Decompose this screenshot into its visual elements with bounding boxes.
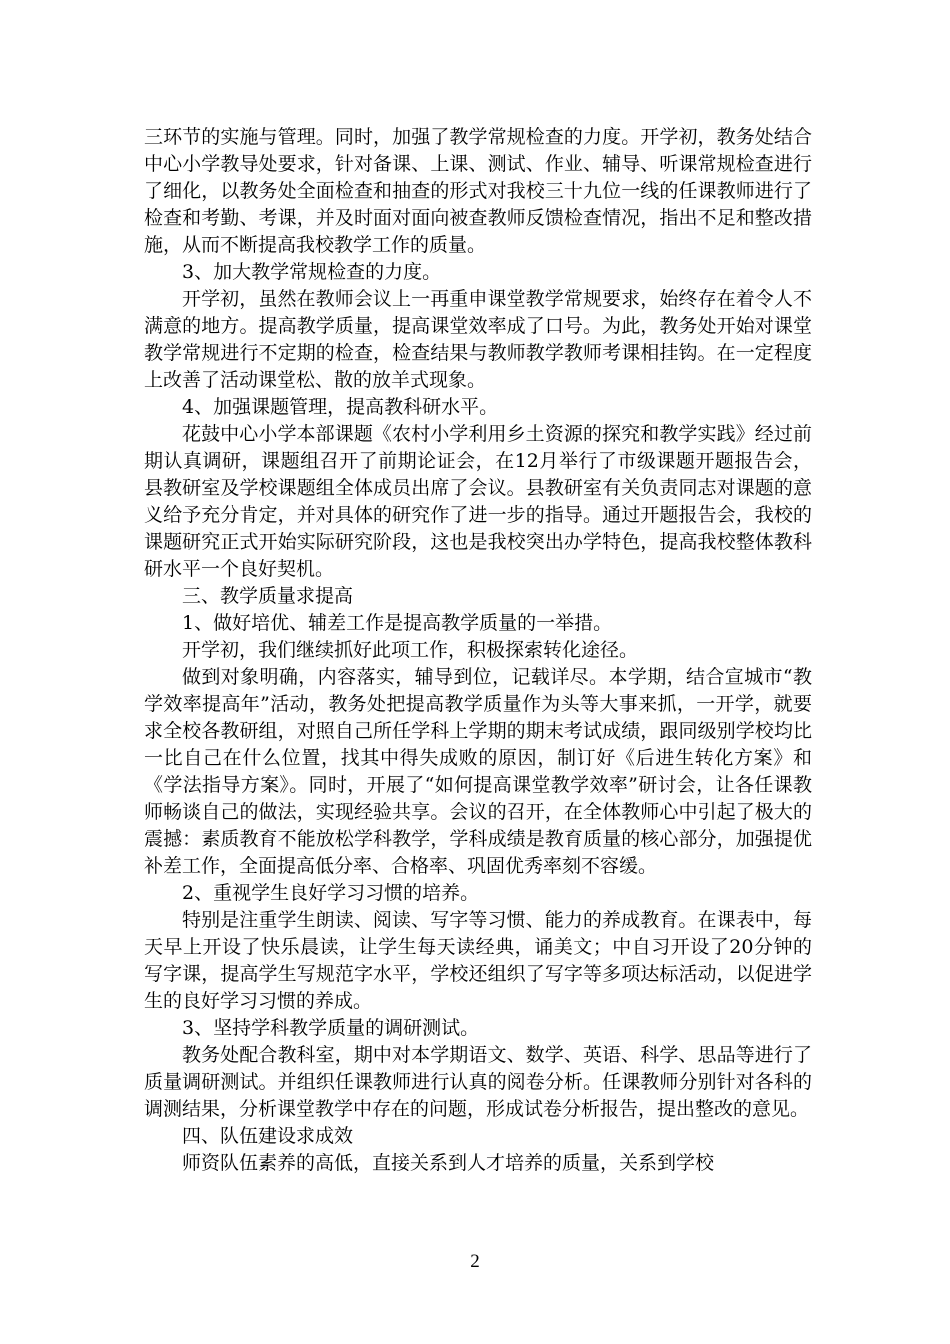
page-number: 2 bbox=[470, 1251, 480, 1272]
paragraph-study-habits: 特别是注重学生朗读、阅读、写字等习惯、能力的养成教育。在课表中，每天早上开设了快乐晨读，让学生每天读经典，诵美文；中自习开设了20分钟的写字课，提高学生写规范字水平，学校还组织了写字等多项达标活动，以促进学生的良好学习习惯的养成。 bbox=[144, 909, 812, 1012]
paragraph-team-building: 师资队伍素养的高低，直接关系到人才培养的质量，关系到学校 bbox=[182, 1152, 715, 1174]
heading-research-management: 4、加强课题管理，提高教科研水平。 bbox=[182, 396, 499, 418]
heading-routine-inspection: 3、加大教学常规检查的力度。 bbox=[182, 261, 442, 283]
paragraph-continuation: 三环节的实施与管理。同时，加强了教学常规检查的力度。开学初，教务处结合中心小学教导处要求，针对备课、上课、测试、作业、辅导、听课常规检查进行了细化，以教务处全面检查和抽查的形式对我校三十九位一线的任课教师进行了检查和考勤、考课，并及时面对面向被查教师反馈检查情况，指出不足和整改措施，从而不断提高我校教学工作的质量。 bbox=[144, 126, 812, 256]
paragraph-tutoring-detail: 做到对象明确，内容落实，辅导到位，记载详尽。本学期，结合宣城市“教学效率提高年”活动，教务处把提高教学质量作为头等大事来抓，一开学，就要求全校各教研组，对照自己所任学科上学期的期末考试成绩，跟同级别学校均比一比自己在什么位置，找其中得失成败的原因，制订好《后进生转化方案》和《学法指导方案》。同时，开展了“如何提高课堂教学效率”研讨会，让各任课教师畅谈自己的做法，实现经验共享。会议的召开，在全体教师心中引起了极大的震撼：素质教育不能放松学科教学，学科成绩是教育质量的核心部分，加强提优补差工作，全面提高低分率、合格率、巩固优秀率刻不容缓。 bbox=[144, 666, 812, 877]
heading-quality-testing: 3、坚持学科教学质量的调研测试。 bbox=[182, 1017, 480, 1039]
paragraph-routine-inspection: 开学初，虽然在教师会议上一再重申课堂教学常规要求，始终存在着令人不满意的地方。提高教学质量，提高课堂效率成了口号。为此，教务处开始对课堂教学常规进行不定期的检查，检查结果与教师教学教师考课相挂钩。在一定程度上改善了活动课堂松、散的放羊式现象。 bbox=[144, 288, 812, 391]
paragraph-quality-testing: 教务处配合教科室，期中对本学期语文、数学、英语、科学、思品等进行了质量调研测试。并组织任课教师进行认真的阅卷分析。任课教师分别针对各科的调测结果，分析课堂教学中存在的问题，形成试卷分析报告，提出整改的意见。 bbox=[144, 1044, 812, 1120]
paragraph-research-project: 花鼓中心小学本部课题《农村小学利用乡土资源的探究和教学实践》经过前期认真调研，课题组召开了前期论证会，在12月举行了市级课题开题报告会，县教研室及学校课题组全体成员出席了会议。县教研室有关负责同志对课题的意义给予充分肯定，并对具体的研究作了进一步的指导。通过开题报告会，我校的课题研究正式开始实际研究阶段，这也是我校突出办学特色，提高我校整体教科研水平一个良好契机。 bbox=[144, 423, 812, 580]
paragraph-tutoring-intro: 开学初，我们继续抓好此项工作，积极探索转化途径。 bbox=[182, 639, 639, 661]
heading-tutoring: 1、做好培优、辅差工作是提高教学质量的一举措。 bbox=[182, 612, 613, 634]
body-text bbox=[144, 124, 812, 1177]
heading-study-habits: 2、重视学生良好学习习惯的培养。 bbox=[182, 882, 480, 904]
section-heading-team: 四、队伍建设求成效 bbox=[182, 1125, 354, 1147]
section-heading-quality: 三、教学质量求提高 bbox=[182, 585, 354, 607]
